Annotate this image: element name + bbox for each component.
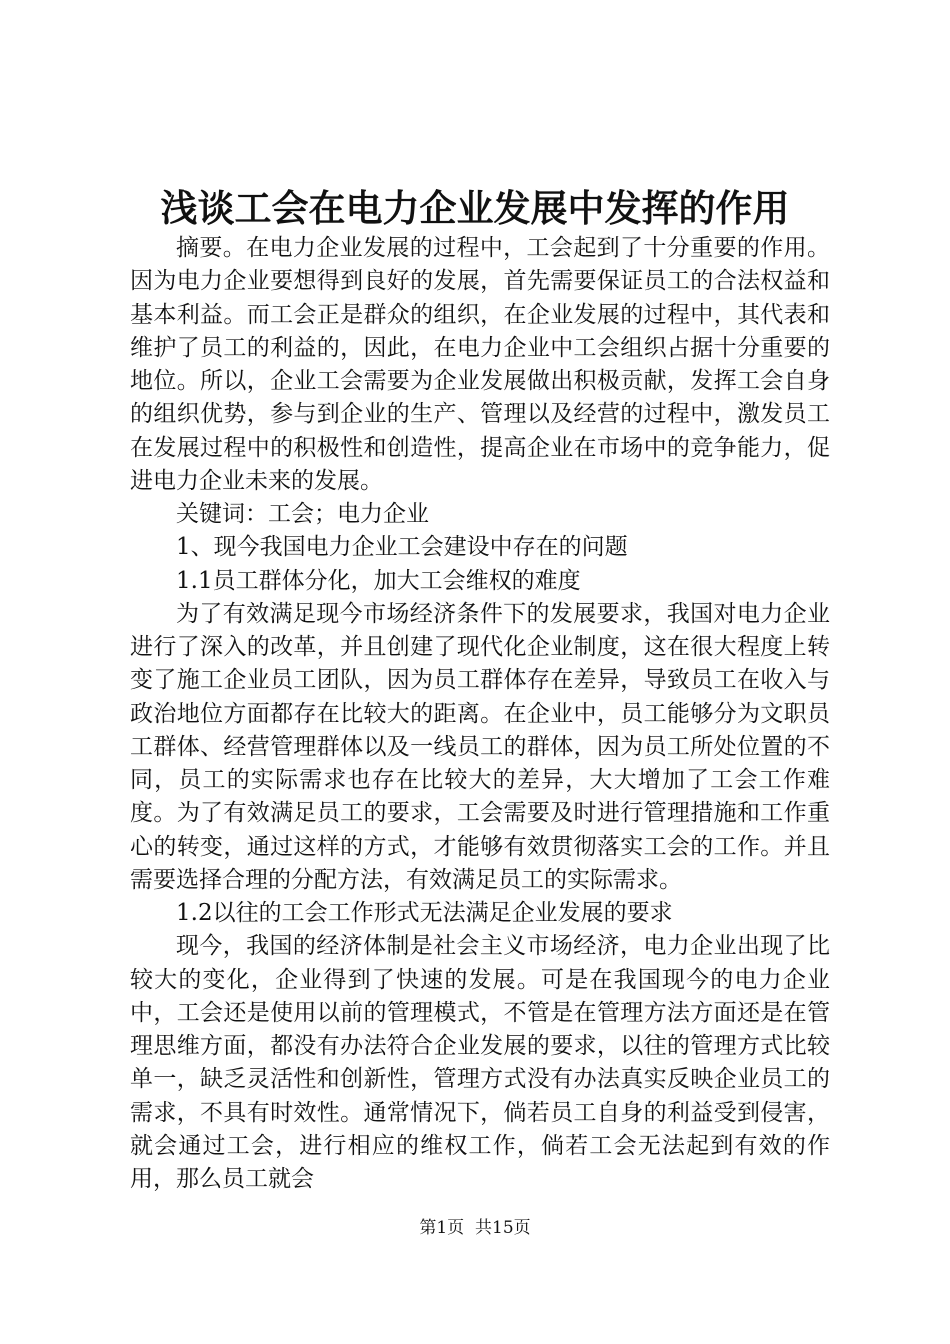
page-footer	[0, 1216, 950, 1240]
page-number: 第1页	[419, 1218, 465, 1238]
document-title: 浅谈工会在电力企业发展中发挥的作用	[160, 187, 790, 230]
subsection-heading: 1.1员工群体分化，加大工会维权的难度	[176, 567, 581, 594]
subsection-heading: 1.2以往的工会工作形式无法满足企业发展的要求	[176, 900, 673, 926]
section-heading: 1、现今我国电力企业工会建设中存在的问题	[176, 534, 628, 561]
document-body	[130, 232, 830, 1196]
abstract-paragraph: 摘要。在电力企业发展的过程中，工会起到了十分重要的作用。因为电力企业要想得到良好的发展，首先需要保证员工的合法权益和基本利益。而工会正是群众的组织，在企业发展的过程中，其代表和维护了员工的利益的，因此，在电力企业中工会组织占据十分重要的地位。所以，企业工会需要为企业发展做出积极贡献，发挥工会自身的组织优势，参与到企业的生产、管理以及经营的过程中，激发员工在发展过程中的积极性和创造性，提高企业在市场中的竞争能力，促进电力企业未来的发展。	[130, 235, 830, 494]
body-paragraph: 为了有效满足现今市场经济条件下的发展要求，我国对电力企业进行了深入的改革，并且创建了现代化企业制度，这在很大程度上转变了施工企业员工团队，因为员工群体存在差异，导致员工在收入与政治地位方面都存在比较大的距离。在企业中，员工能够分为文职员工群体、经营管理群体以及一线员工的群体，因为员工所处位置的不同，员工的实际需求也存在比较大的差异，大大增加了工会工作难度。为了有效满足员工的要求，工会需要及时进行管理措施和工作重心的转变，通过这样的方式，才能够有效贯彻落实工会的工作。并且需要选择合理的分配方法，有效满足员工的实际需求。	[130, 600, 830, 893]
body-paragraph: 现今，我国的经济体制是社会主义市场经济，电力企业出现了比较大的变化，企业得到了快速的发展。可是在我国现今的电力企业中，工会还是使用以前的管理模式，不管是在管理方法方面还是在管理思维方面，都没有办法符合企业发展的要求，以往的管理方式比较单一，缺乏灵活性和创新性，管理方式没有办法真实反映企业员工的需求，不具有时效性。通常情况下，倘若员工自身的利益受到侵害，就会通过工会，进行相应的维权工作，倘若工会无法起到有效的作用，那么员工就会	[130, 933, 830, 1192]
page-total: 共15页	[475, 1218, 531, 1238]
keywords-line: 关键词：工会；电力企业	[176, 501, 429, 527]
